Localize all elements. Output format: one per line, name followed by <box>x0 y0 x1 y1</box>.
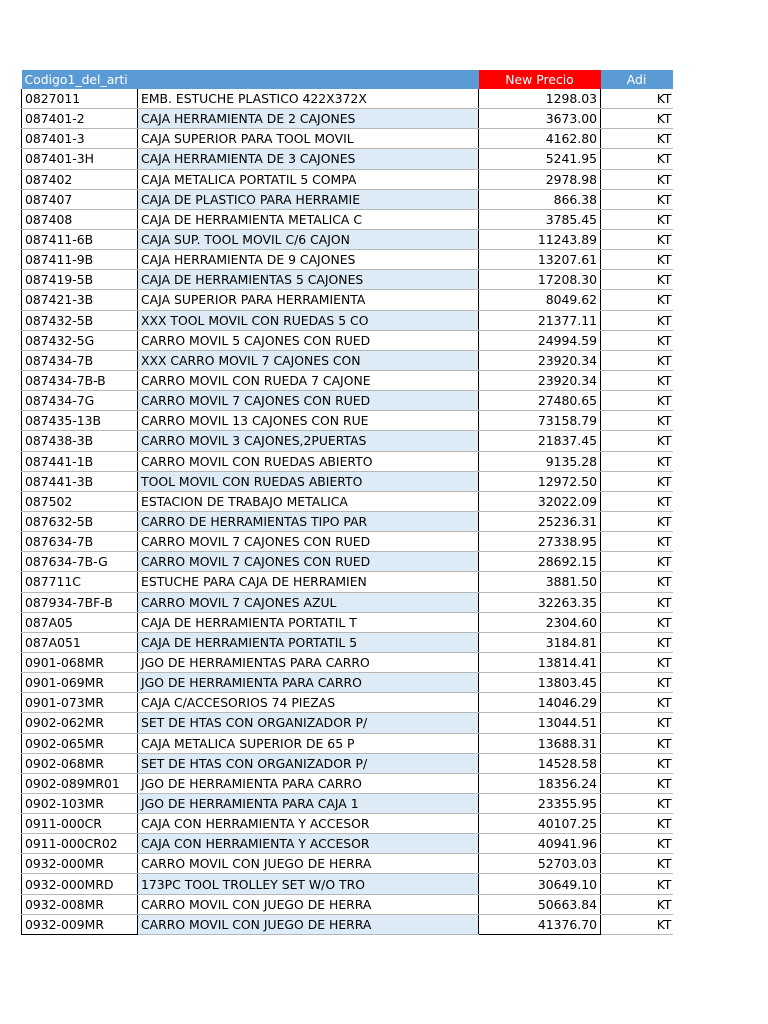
cell-price[interactable]: 3184.81 <box>479 632 601 652</box>
cell-price[interactable]: 24994.59 <box>479 330 601 350</box>
table-row <box>22 733 673 753</box>
cell-description[interactable]: EMB. ESTUCHE PLASTICO 422X372X <box>138 89 479 109</box>
table-row <box>22 793 673 813</box>
cell-price[interactable]: 32263.35 <box>479 592 601 612</box>
table-body <box>22 89 673 934</box>
cell-price[interactable]: 23355.95 <box>479 793 601 813</box>
table-row <box>22 612 673 632</box>
cell-price[interactable]: 25236.31 <box>479 511 601 531</box>
cell-unit[interactable]: KT <box>601 532 673 552</box>
table-row <box>22 129 673 149</box>
table-row <box>22 229 673 249</box>
cell-description[interactable]: CAJA HERRAMIENTA DE 9 CAJONES <box>138 250 479 270</box>
cell-code[interactable]: 087432-5B <box>22 310 138 330</box>
cell-price[interactable]: 13803.45 <box>479 673 601 693</box>
cell-description[interactable]: CARRO MOVIL 5 CAJONES CON RUED <box>138 330 479 350</box>
cell-unit[interactable]: KT <box>601 109 673 129</box>
cell-unit[interactable]: KT <box>601 491 673 511</box>
cell-code[interactable]: 087432-5G <box>22 330 138 350</box>
cell-code[interactable]: 087632-5B <box>22 511 138 531</box>
cell-unit[interactable]: KT <box>601 310 673 330</box>
cell-price[interactable]: 13044.51 <box>479 713 601 733</box>
cell-unit[interactable]: KT <box>601 572 673 592</box>
cell-description[interactable]: ESTUCHE PARA CAJA DE HERRAMIEN <box>138 572 479 592</box>
cell-unit[interactable]: KT <box>601 169 673 189</box>
cell-description[interactable]: CARRO MOVIL CON JUEGO DE HERRA <box>138 914 479 934</box>
cell-price[interactable]: 13814.41 <box>479 652 601 672</box>
cell-description[interactable]: XXX CARRO MOVIL 7 CAJONES CON <box>138 350 479 370</box>
cell-code[interactable]: 087401-3 <box>22 129 138 149</box>
table-row <box>22 914 673 934</box>
cell-code[interactable]: 0932-000MR <box>22 854 138 874</box>
price-list-table <box>21 70 673 935</box>
cell-description[interactable]: CAJA SUPERIOR PARA TOOL MOVIL <box>138 129 479 149</box>
cell-price[interactable]: 14046.29 <box>479 693 601 713</box>
cell-description[interactable]: JGO DE HERRAMIENTAS PARA CARRO <box>138 652 479 672</box>
cell-unit[interactable]: KT <box>601 894 673 914</box>
cell-unit[interactable]: KT <box>601 773 673 793</box>
cell-price[interactable]: 27338.95 <box>479 532 601 552</box>
cell-code[interactable]: 0901-073MR <box>22 693 138 713</box>
cell-description[interactable]: CAJA CON HERRAMIENTA Y ACCESOR <box>138 814 479 834</box>
cell-unit[interactable]: KT <box>601 793 673 813</box>
cell-code[interactable]: 087434-7G <box>22 391 138 411</box>
cell-price[interactable]: 18356.24 <box>479 773 601 793</box>
cell-unit[interactable]: KT <box>601 693 673 713</box>
cell-code[interactable]: 087934-7BF-B <box>22 592 138 612</box>
cell-code[interactable]: 0901-068MR <box>22 652 138 672</box>
table-row <box>22 189 673 209</box>
cell-price[interactable]: 30649.10 <box>479 874 601 894</box>
cell-code[interactable]: 087411-9B <box>22 250 138 270</box>
header-code[interactable]: Codigo1_del_arti <box>22 70 138 89</box>
cell-price[interactable]: 5241.95 <box>479 149 601 169</box>
cell-price[interactable]: 3785.45 <box>479 209 601 229</box>
cell-unit[interactable]: KT <box>601 834 673 854</box>
cell-code[interactable]: 087634-7B-G <box>22 552 138 572</box>
cell-code[interactable]: 087411-6B <box>22 229 138 249</box>
cell-unit[interactable]: KT <box>601 753 673 773</box>
cell-description[interactable]: CAJA HERRAMIENTA DE 3 CAJONES <box>138 149 479 169</box>
cell-code[interactable]: 087A05 <box>22 612 138 632</box>
cell-description[interactable]: TOOL MOVIL CON RUEDAS ABIERTO <box>138 471 479 491</box>
cell-price[interactable]: 23920.34 <box>479 350 601 370</box>
cell-unit[interactable]: KT <box>601 89 673 109</box>
table-row <box>22 491 673 511</box>
cell-unit[interactable]: KT <box>601 149 673 169</box>
cell-unit[interactable]: KT <box>601 411 673 431</box>
cell-description[interactable]: CAJA DE HERRAMIENTA PORTATIL T <box>138 612 479 632</box>
cell-code[interactable]: 087434-7B <box>22 350 138 370</box>
cell-unit[interactable]: KT <box>601 370 673 390</box>
cell-price[interactable]: 13688.31 <box>479 733 601 753</box>
cell-price[interactable]: 866.38 <box>479 189 601 209</box>
cell-description[interactable]: XXX TOOL MOVIL CON RUEDAS 5 CO <box>138 310 479 330</box>
cell-description[interactable]: JGO DE HERRAMIENTA PARA CARRO <box>138 773 479 793</box>
cell-code[interactable]: 087408 <box>22 209 138 229</box>
cell-unit[interactable]: KT <box>601 552 673 572</box>
cell-price[interactable]: 21377.11 <box>479 310 601 330</box>
cell-price[interactable]: 32022.09 <box>479 491 601 511</box>
cell-unit[interactable]: KT <box>601 129 673 149</box>
header-new-price[interactable]: New Precio <box>479 70 601 89</box>
cell-description[interactable]: CARRO DE HERRAMIENTAS TIPO PAR <box>138 511 479 531</box>
table-row <box>22 209 673 229</box>
cell-code[interactable]: 0932-009MR <box>22 914 138 934</box>
cell-code[interactable]: 0902-062MR <box>22 713 138 733</box>
table-row <box>22 814 673 834</box>
cell-code[interactable]: 087401-3H <box>22 149 138 169</box>
cell-description[interactable]: CARRO MOVIL CON JUEGO DE HERRA <box>138 894 479 914</box>
table-row <box>22 109 673 129</box>
table-row <box>22 632 673 652</box>
table-row <box>22 532 673 552</box>
cell-unit[interactable]: KT <box>601 814 673 834</box>
table-row <box>22 431 673 451</box>
table-row <box>22 471 673 491</box>
cell-price[interactable]: 13207.61 <box>479 250 601 270</box>
cell-price[interactable]: 3881.50 <box>479 572 601 592</box>
cell-unit[interactable]: KT <box>601 914 673 934</box>
cell-code[interactable]: 087434-7B-B <box>22 370 138 390</box>
cell-price[interactable]: 17208.30 <box>479 270 601 290</box>
cell-description[interactable]: CARRO MOVIL CON RUEDA 7 CAJONE <box>138 370 479 390</box>
cell-code[interactable]: 0901-069MR <box>22 673 138 693</box>
table-row <box>22 511 673 531</box>
cell-description[interactable]: CAJA C/ACCESORIOS 74 PIEZAS <box>138 693 479 713</box>
cell-unit[interactable]: KT <box>601 229 673 249</box>
table-row <box>22 290 673 310</box>
cell-code[interactable]: 087401-2 <box>22 109 138 129</box>
cell-price[interactable]: 9135.28 <box>479 451 601 471</box>
cell-price[interactable]: 3673.00 <box>479 109 601 129</box>
cell-unit[interactable]: KT <box>601 189 673 209</box>
cell-description[interactable]: CAJA DE HERRAMIENTA METALICA C <box>138 209 479 229</box>
table-row <box>22 270 673 290</box>
cell-unit[interactable]: KT <box>601 391 673 411</box>
cell-code[interactable]: 0911-000CR02 <box>22 834 138 854</box>
cell-description[interactable]: CAJA CON HERRAMIENTA Y ACCESOR <box>138 834 479 854</box>
cell-code[interactable]: 087441-1B <box>22 451 138 471</box>
table-row <box>22 451 673 471</box>
table-row <box>22 391 673 411</box>
table-row <box>22 693 673 713</box>
table-row <box>22 572 673 592</box>
cell-description[interactable]: CAJA SUPERIOR PARA HERRAMIENTA <box>138 290 479 310</box>
cell-unit[interactable]: KT <box>601 733 673 753</box>
table-row <box>22 753 673 773</box>
cell-unit[interactable]: KT <box>601 250 673 270</box>
cell-description[interactable]: CARRO MOVIL CON RUEDAS ABIERTO <box>138 451 479 471</box>
cell-unit[interactable]: KT <box>601 874 673 894</box>
cell-price[interactable]: 40107.25 <box>479 814 601 834</box>
cell-code[interactable]: 087A051 <box>22 632 138 652</box>
cell-code[interactable]: 087441-3B <box>22 471 138 491</box>
cell-description[interactable]: ESTACION DE TRABAJO METALICA <box>138 491 479 511</box>
cell-price[interactable]: 1298.03 <box>479 89 601 109</box>
cell-code[interactable]: 087711C <box>22 572 138 592</box>
cell-code[interactable]: 0911-000CR <box>22 814 138 834</box>
table-row <box>22 250 673 270</box>
cell-code[interactable]: 0932-008MR <box>22 894 138 914</box>
cell-description[interactable]: CAJA DE HERRAMIENTAS 5 CAJONES <box>138 270 479 290</box>
cell-code[interactable]: 0932-000MRD <box>22 874 138 894</box>
cell-description[interactable]: 173PC TOOL TROLLEY SET W/O TRO <box>138 874 479 894</box>
table-row <box>22 330 673 350</box>
cell-code[interactable]: 087407 <box>22 189 138 209</box>
cell-description[interactable]: CAJA METALICA SUPERIOR DE 65 P <box>138 733 479 753</box>
table-row <box>22 854 673 874</box>
cell-unit[interactable]: KT <box>601 471 673 491</box>
cell-description[interactable]: SET DE HTAS CON ORGANIZADOR P/ <box>138 753 479 773</box>
cell-unit[interactable]: KT <box>601 511 673 531</box>
header-unit[interactable]: Adi <box>601 70 673 89</box>
cell-price[interactable]: 27480.65 <box>479 391 601 411</box>
cell-price[interactable]: 4162.80 <box>479 129 601 149</box>
cell-description[interactable]: CAJA DE PLASTICO PARA HERRAMIE <box>138 189 479 209</box>
cell-unit[interactable]: KT <box>601 451 673 471</box>
cell-code[interactable]: 087438-3B <box>22 431 138 451</box>
cell-description[interactable]: CAJA SUP. TOOL MOVIL C/6 CAJON <box>138 229 479 249</box>
cell-code[interactable]: 0902-089MR01 <box>22 773 138 793</box>
cell-price[interactable]: 40941.96 <box>479 834 601 854</box>
cell-code[interactable]: 087634-7B <box>22 532 138 552</box>
header-description[interactable] <box>138 70 479 89</box>
table-row <box>22 834 673 854</box>
table-row <box>22 894 673 914</box>
table-row <box>22 89 673 109</box>
table-row <box>22 169 673 189</box>
table-row <box>22 773 673 793</box>
cell-code[interactable]: 0902-103MR <box>22 793 138 813</box>
cell-unit[interactable]: KT <box>601 652 673 672</box>
cell-unit[interactable]: KT <box>601 270 673 290</box>
cell-description[interactable]: CARRO MOVIL 13 CAJONES CON RUE <box>138 411 479 431</box>
cell-price[interactable]: 21837.45 <box>479 431 601 451</box>
table-row <box>22 350 673 370</box>
cell-description[interactable]: CAJA METALICA PORTATIL 5 COMPA <box>138 169 479 189</box>
cell-unit[interactable]: KT <box>601 673 673 693</box>
table-row <box>22 713 673 733</box>
cell-unit[interactable]: KT <box>601 632 673 652</box>
cell-code[interactable]: 087435-13B <box>22 411 138 431</box>
table-row <box>22 411 673 431</box>
cell-description[interactable]: CAJA HERRAMIENTA DE 2 CAJONES <box>138 109 479 129</box>
cell-price[interactable]: 2304.60 <box>479 612 601 632</box>
table-row <box>22 149 673 169</box>
cell-code[interactable]: 087502 <box>22 491 138 511</box>
cell-code[interactable]: 0827011 <box>22 89 138 109</box>
cell-code[interactable]: 087419-5B <box>22 270 138 290</box>
cell-code[interactable]: 087421-3B <box>22 290 138 310</box>
cell-code[interactable]: 0902-068MR <box>22 753 138 773</box>
cell-price[interactable]: 23920.34 <box>479 370 601 390</box>
cell-price[interactable]: 41376.70 <box>479 914 601 934</box>
cell-price[interactable]: 50663.84 <box>479 894 601 914</box>
cell-description[interactable]: CARRO MOVIL CON JUEGO DE HERRA <box>138 854 479 874</box>
cell-unit[interactable]: KT <box>601 350 673 370</box>
cell-unit[interactable]: KT <box>601 290 673 310</box>
table-header <box>22 70 673 89</box>
cell-unit[interactable]: KT <box>601 431 673 451</box>
table-row <box>22 552 673 572</box>
cell-description[interactable]: JGO DE HERRAMIENTA PARA CARRO <box>138 673 479 693</box>
cell-unit[interactable]: KT <box>601 854 673 874</box>
cell-code[interactable]: 0902-065MR <box>22 733 138 753</box>
cell-description[interactable]: CARRO MOVIL 7 CAJONES CON RUED <box>138 552 479 572</box>
table-row <box>22 310 673 330</box>
cell-price[interactable]: 11243.89 <box>479 229 601 249</box>
cell-price[interactable]: 14528.58 <box>479 753 601 773</box>
cell-description[interactable]: CAJA DE HERRAMIENTA PORTATIL 5 <box>138 632 479 652</box>
cell-price[interactable]: 73158.79 <box>479 411 601 431</box>
cell-unit[interactable]: KT <box>601 713 673 733</box>
cell-price[interactable]: 12972.50 <box>479 471 601 491</box>
cell-unit[interactable]: KT <box>601 209 673 229</box>
cell-unit[interactable]: KT <box>601 330 673 350</box>
table-row <box>22 652 673 672</box>
cell-price[interactable]: 52703.03 <box>479 854 601 874</box>
table-row <box>22 592 673 612</box>
table-row <box>22 370 673 390</box>
cell-description[interactable]: CARRO MOVIL 7 CAJONES CON RUED <box>138 532 479 552</box>
cell-price[interactable]: 2978.98 <box>479 169 601 189</box>
cell-price[interactable]: 8049.62 <box>479 290 601 310</box>
cell-description[interactable]: SET DE HTAS CON ORGANIZADOR P/ <box>138 713 479 733</box>
cell-description[interactable]: JGO DE HERRAMIENTA PARA CAJA 1 <box>138 793 479 813</box>
cell-unit[interactable]: KT <box>601 612 673 632</box>
cell-description[interactable]: CARRO MOVIL 7 CAJONES CON RUED <box>138 391 479 411</box>
header-row <box>22 70 673 89</box>
cell-unit[interactable]: KT <box>601 592 673 612</box>
cell-price[interactable]: 28692.15 <box>479 552 601 572</box>
cell-code[interactable]: 087402 <box>22 169 138 189</box>
table-row <box>22 874 673 894</box>
table-row <box>22 673 673 693</box>
cell-description[interactable]: CARRO MOVIL 3 CAJONES,2PUERTAS <box>138 431 479 451</box>
cell-description[interactable]: CARRO MOVIL 7 CAJONES AZUL <box>138 592 479 612</box>
